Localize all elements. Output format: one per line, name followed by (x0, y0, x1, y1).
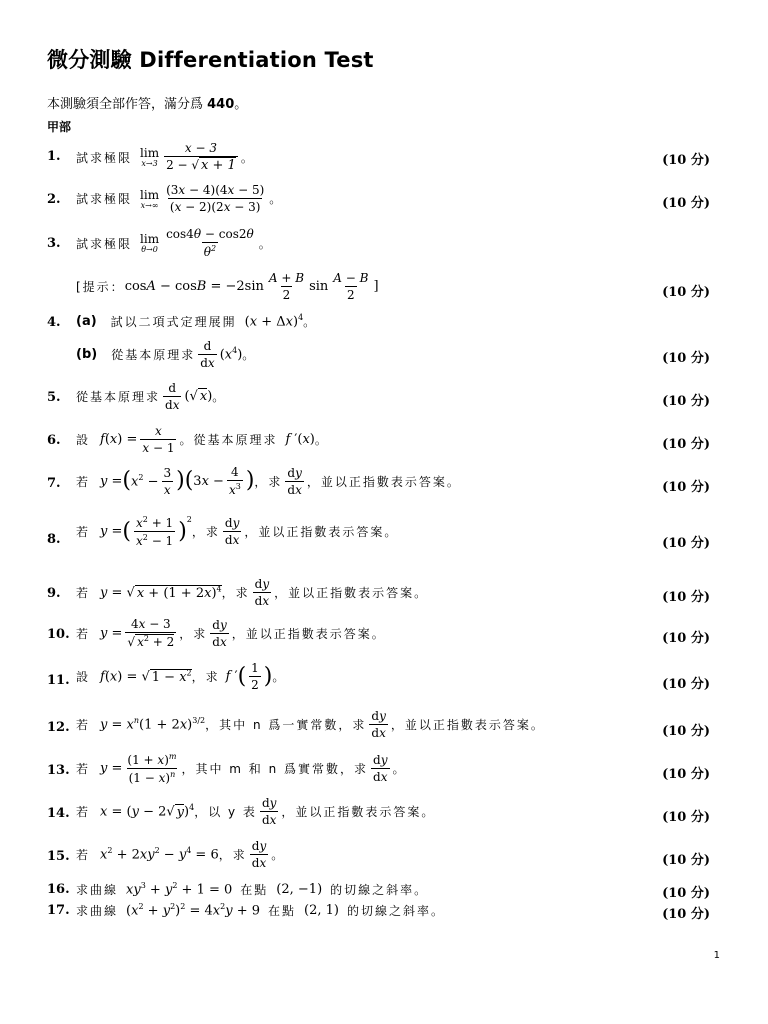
question-11: 11. 設 f(x) = √ $1 - x^2$ ，求 f ′ ( $\frac{1}{2}$ ) 。 (10 分) (47, 661, 710, 692)
question-6: 6. 設 f(x) = $\frac{x}{x - 1}$ 。從基本原理求 f ′(x) 。 (10 分) (47, 424, 710, 455)
question-13: 13. 若 y = $\frac{(1 + x)^m}{(1 - x)^n}$ ，其中 m 和 n 爲實常數，求 $\frac{dy}{dx}$ 。 (10 分) (47, 752, 710, 785)
question-marks: (10 分) (662, 536, 710, 551)
question-marks: (10 分) (662, 853, 710, 868)
question-marks: (10 分) (662, 394, 710, 409)
page-number: 1 (713, 950, 720, 961)
question-marks: (10 分) (662, 285, 710, 300)
question-14: 14. 若 x = (y − 2√ y)$^4$ ，以 y 表 $\frac{dy}{dx}$ ，並以正指數表示答案。 (10 分) (47, 796, 710, 827)
question-marks: (10 分) (662, 351, 710, 366)
question-5: 5. 從基本原理求 $\frac{d}{dx}$ (√ x) 。 (10 分) (47, 381, 710, 412)
question-1: 1. 試求極限 lim x→3 $\frac{x - 3}{2 - √ x + 1}$ 。 (10 分) (47, 141, 710, 173)
question-marks: (10 分) (662, 810, 710, 825)
question-marks: (10 分) (662, 886, 710, 901)
section-heading: 甲部 (47, 120, 72, 134)
question-16: 16. 求曲線 $xy^3 + y^2 + 1 = 0$ 在點 (2, −1) 的切線之斜率。 (10 分) (47, 881, 710, 901)
question-17: 17. 求曲線 $(x^2 + y^2)^2 = 4x^2y + 9$ 在點 (2, 1) 的切線之斜率。 (10 分) (47, 902, 710, 922)
question-4a: 4. (a) 試以二項式定理展開 $(x + \Delta x)^4$ 。 (47, 313, 318, 330)
question-4b: (b) 從基本原理求 $\frac{d}{dx}$ $(x^4)$ 。 (10 分) (76, 339, 710, 370)
question-marks: (10 分) (662, 724, 710, 739)
total-marks: 440 (207, 97, 235, 112)
question-marks: (10 分) (662, 767, 710, 782)
intro-text: 本測驗須全部作答，滿分爲 440。 (47, 97, 248, 112)
question-9: 9. 若 y = √ $x + (1 + 2x)^4$ ，求 $\frac{dy}{dx}$ ，並以正指數表示答案。 (10 分) (47, 577, 710, 608)
question-10: 10. 若 y = $\frac{4x - 3}{√ x^2 + 2}$ ，求 $\frac{dy}{dx}$ ，並以正指數表示答案。 (10 分) (47, 617, 710, 649)
question-marks: (10 分) (662, 437, 710, 452)
question-8: 8. 若 y = ( $\frac{x^2 + 1}{x^2 - 1}$ ) $^2$ ，求 $\frac{dy}{dx}$ ，並以正指數表示答案。 (10 分) (47, 515, 710, 551)
question-2: 2. 試求極限 lim x→∞ $\frac{(3x - 4)(4x - 5)}{(x - 2)(2x - 3)}$ 。 (10 分) (47, 183, 710, 214)
question-marks: (10 分) (662, 677, 710, 692)
question-marks: (10 分) (662, 590, 710, 605)
question-marks: (10 分) (662, 631, 710, 646)
question-marks: (10 分) (662, 480, 710, 495)
question-15: 15. 若 $x^2 + 2xy^2 - y^4 = 6$ ，求 $\frac{dy}{dx}$ 。 (10 分) (47, 839, 710, 870)
question-12: 12. 若 $y = x^n(1 + 2x)^{3/2}$ ，其中 n 爲一實常數，求 $\frac{dy}{dx}$ ，並以正指數表示答案。 (10 分) (47, 709, 710, 740)
question-3: 3. 試求極限 lim θ→0 $\frac{\cos 4\theta - \cos 2\theta}{\theta^2}$ 。 (47, 227, 273, 259)
question-marks: (10 分) (662, 153, 710, 168)
question-7: 7. 若 y = ( $x^2$ − $\frac{3}{x}$ )( 3x − $\frac{4}{x^3}$ ) ，求 $\frac{dy}{dx}$ ，並以正指數表示答案。 (10 分) (47, 465, 710, 497)
question-marks: (10 分) (662, 907, 710, 922)
question-marks: (10 分) (662, 196, 710, 211)
page-title: 微分測驗 Differentiation Test (47, 48, 374, 72)
question-3-hint: [提示： cosA − cosB = −2sin $\frac{A + B}{2}$ sin $\frac{A - B}{2}$ ] (10 分) (76, 271, 710, 302)
